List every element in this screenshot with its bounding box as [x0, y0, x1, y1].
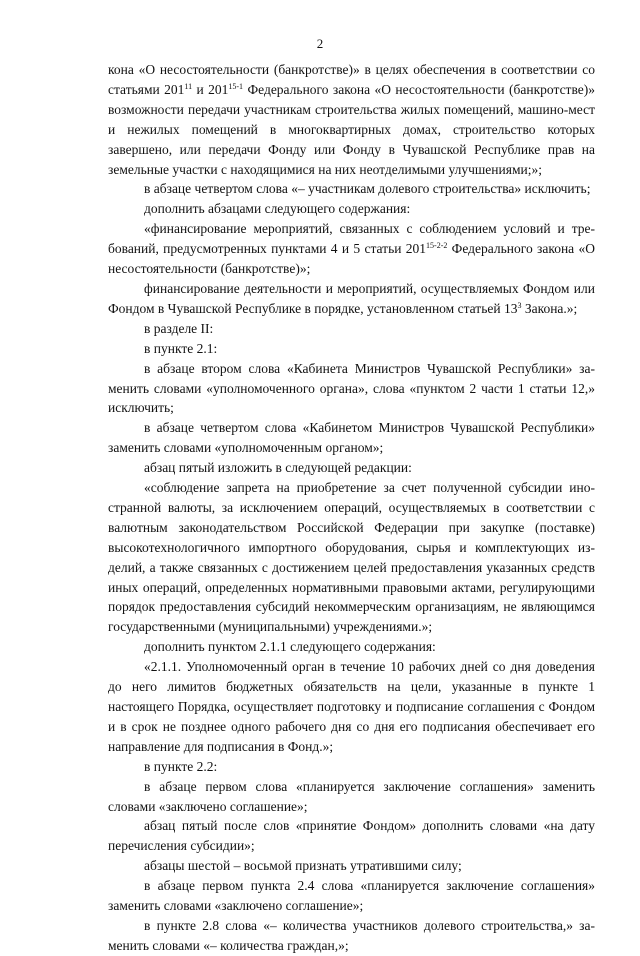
paragraph-text: Федерального закона «О несостоятельности (банкротстве)»;	[108, 241, 595, 277]
page-number: 2	[316, 36, 324, 51]
paragraph	[108, 339, 595, 359]
paragraph	[108, 199, 595, 219]
paragraph	[108, 657, 595, 757]
paragraph-text: «финансирование мероприятий, связанных с соблюдением условий и требований, предусмотренных пунктами 4 и 5 статьи 201	[108, 221, 595, 257]
paragraph-text: в пункте 2.2:	[144, 758, 218, 774]
paragraph	[108, 816, 595, 856]
paragraph-text: абзац пятый после слов «принятие Фондом» дополнить словами «на дату перечисления субсидии»;	[108, 818, 595, 854]
paragraph-text: абзац пятый изложить в следующей редакции:	[144, 460, 412, 476]
document-body	[108, 60, 595, 956]
paragraph	[108, 916, 595, 956]
superscript-index: 15-1	[228, 81, 244, 91]
paragraph-text: в абзаце четвертом слова «– участникам долевого строительства» исключить;	[144, 181, 591, 197]
paragraph-text: дополнить пунктом 2.1.1 следующего содержания:	[144, 639, 436, 655]
paragraph-text: «2.1.1. Уполномоченный орган в течение 10 рабочих дней со дня доведения до него лимитов бюджетных обязательств на цели, указанные в пункте 1 настоящего Порядка, осуществляет подготовку и подписание соглашения с Фондом и в срок не позднее одного рабочего дня со дня его подписания обеспечивает его направление для подписания в Фонд.»;	[108, 659, 595, 754]
paragraph-text: в абзаце четвертом слова «Кабинетом Министров Чувашской Республики» заменить словами «уполномоченным органом»;	[108, 420, 595, 456]
paragraph-text: в пункте 2.8 слова «– количества участников долевого строительства,» заменить словами «– количества граждан,»;	[108, 917, 595, 953]
paragraph	[108, 777, 595, 817]
paragraph-text: Федерального закона «О несостоятельности (банкротстве)» возможности передачи участникам строительства жилых помещений, машино-мест и нежилых помещений в многоквартирных домах, строительство которых завершено, или передачи Фонду или Фонду в Чувашской Республике прав на земельные участки с находящимися на них неотделимыми улучшениями;»;	[108, 81, 595, 177]
paragraph-text: в абзаце первом пункта 2.4 слова «планируется заключение соглашения» заменить словами «заключено соглашение»;	[108, 878, 595, 914]
superscript-index: 15-2-2	[426, 241, 448, 251]
superscript-index: 11	[184, 81, 193, 91]
paragraph-text: «соблюдение запрета на приобретение за счет полученной субсидии иностранной валюты, за исключением операций, осуществляемых в соответствии с валютным законодательством Российской Федерации при закупке (поставке) высокотехнологичного импортного оборудования, сырья и комплектующих изделий, а также связанных с достижением целей предоставления указанных средств иных операций, определенных нормативными правовыми актами, регулирующими порядок предоставления субсидий некоммерческим организациям, не являющимся государственными (муниципальными) учреждениями.»;	[108, 480, 595, 635]
paragraph	[108, 279, 595, 319]
paragraph	[108, 856, 595, 876]
paragraph	[108, 418, 595, 458]
paragraph	[108, 60, 595, 179]
paragraph-text: в пункте 2.1:	[144, 340, 218, 356]
paragraph	[108, 458, 595, 478]
superscript-index: 3	[517, 300, 522, 310]
paragraph-text: в абзаце первом слова «планируется заключение соглашения» заменить словами «заключено соглашение»;	[108, 778, 595, 814]
paragraph-text: дополнить абзацами следующего содержания:	[144, 201, 411, 217]
paragraph	[108, 359, 595, 419]
paragraph-text: кона «О несостоятельности (банкротстве)» в целях обеспечения в соответствии со статьями 201	[108, 62, 595, 97]
paragraph-text: Закона.»;	[521, 300, 578, 316]
paragraph	[108, 319, 595, 339]
paragraph	[108, 219, 595, 279]
paragraph-text: финансирование деятельности и мероприятий, осуществляемых Фондом или Фондом в Чувашской Республике в порядке, установленном статьей 13	[108, 280, 595, 316]
paragraph-text: и 201	[192, 81, 229, 97]
paragraph	[108, 876, 595, 916]
paragraph	[108, 637, 595, 657]
paragraph-text: в разделе II:	[144, 320, 214, 336]
paragraph-text: в абзаце втором слова «Кабинета Министров Чувашской Республики» заменить словами «уполномоченного органа», слова «пунктом 2 части 1 статьи 12,» исключить;	[108, 360, 595, 416]
paragraph-text: абзацы шестой – восьмой признать утратившими силу;	[144, 858, 462, 874]
paragraph	[108, 179, 595, 199]
paragraph	[108, 757, 595, 777]
paragraph	[108, 478, 595, 637]
